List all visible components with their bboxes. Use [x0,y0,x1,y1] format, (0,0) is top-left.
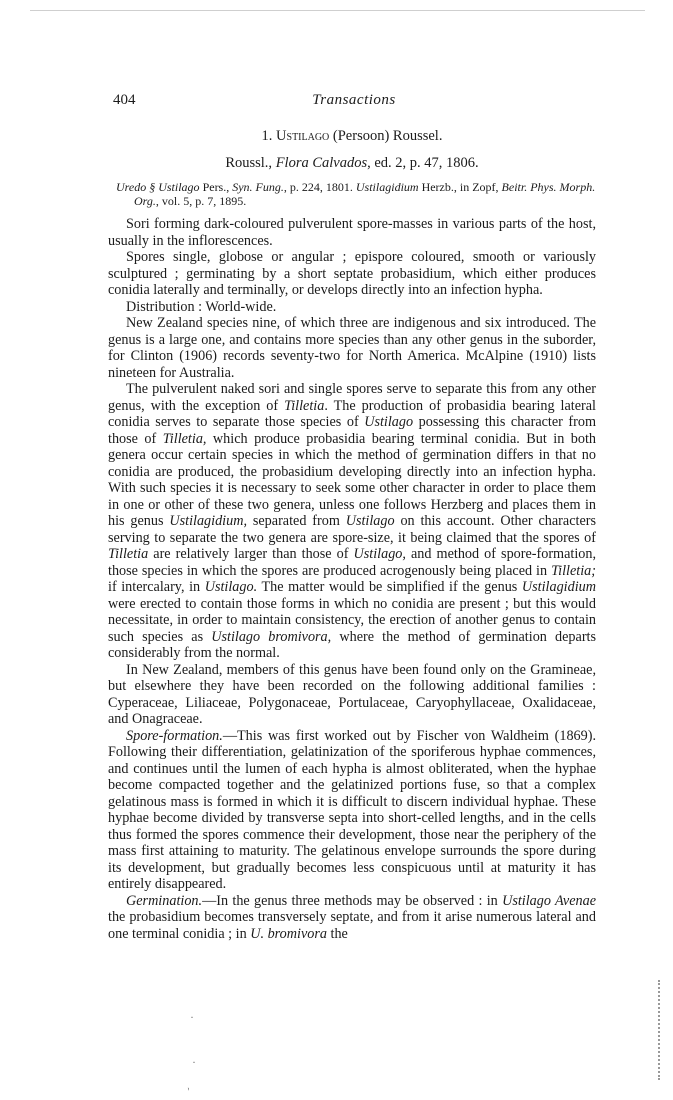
citation-work: Flora Calvados [275,155,368,171]
scan-edge-marks [658,980,663,1080]
page-header [113,92,595,114]
taxon-name: Ustilagidium [521,579,596,595]
paragraph-separation [108,381,596,662]
genus-heading [108,128,596,145]
taxon-name: Ustilagidium, [169,513,248,529]
text-run: the [326,925,348,942]
text-run: The pulverulent naked sori and single spores serve to separate this from any other genus, with the exception of [108,381,596,414]
genus-number: 1. [261,128,273,144]
text-run: which produce probasidia bearing terminal conidia. But in both genera occur certain species in which the method of germination differs in that no conidia are produced, the probasidium developing directly into an infection hypha. With such species it is necessary to seek some other character in order to place them in one or other of these two genera, unless one follows Herzberg and places them in his genus [108,430,596,529]
text-run: —This was first worked out by Fischer von Waldheim (1869). Following their differentiation, gelatinization of the sporiferous hyphae commences, and continues until the lumen of each hypha is almost obliterated, when the hyphae become compacted together and the gelatinized portions fuse, so that a complex gelatinous mass is formed in which it is difficult to discern individual hyphae. These hyphae become divided by transverse septa into short-celled lengths, and in the cells thus formed the spores commence their development, those near the periphery of the mass first attaining to maturity. The gelatinous envelope surrounds the spore during its development, but gradually becomes less conspicuous until at maturity it has entirely disappeared. [108,727,596,892]
text-run: and method of spore-formation, those species in which the spores are produced acrogenously being placed in [108,546,596,579]
paragraph-spore-formation [108,728,596,893]
text-run: are relatively larger than those of [148,546,354,562]
synonym-a-author: Pers., [199,180,233,194]
text-run: if intercalary, in [108,579,205,595]
taxon-name: Ustilago, [353,546,406,562]
synonym-b-author: Herzb., in Zopf, [418,180,502,194]
synonym-a: Uredo § Ustilago [116,180,200,194]
citation-ref: , ed. 2, p. 47, 1806. [367,155,479,171]
synonym-a-ref: , p. 224, 1801. [283,180,356,194]
text-run: possessing this character from those of [108,414,596,447]
taxon-name: Tilletia [284,397,325,414]
synonymy [116,180,596,208]
citation-author: Roussl., [225,155,276,171]
page-body [108,128,596,942]
paragraph-hosts: In New Zealand, members of this genus have been found only on the Gramineae, but elsewhere they have been recorded on the following additional families : Cyperaceae, Liliaceae, Polygonaceae, Portulaceae, Caryophyllaceae, Oxalidaceae, and Onagraceae. [108,661,596,727]
text-run: where the method of germination departs considerably from the normal. [108,628,597,661]
paragraph-distribution: Distribution : World-wide. [126,298,277,315]
taxon-name: Ustilago [345,513,395,529]
genus-authority: (Persoon) Roussel. [332,128,443,144]
taxon-name: Ustilago bromivora, [211,628,332,645]
text-run: —In the genus three methods may be observed : in [202,892,503,909]
text-run: the probasidium becomes transversely septate, and from it arise numerous lateral and one terminal conidia ; in [108,909,596,942]
taxon-name: U. bromivora [250,925,327,942]
taxon-name: Ustilago Avenae [502,892,596,909]
section-label: Spore-formation. [126,727,223,744]
text-run: separated from [247,513,346,529]
scan-speck: · [190,1010,194,1024]
synonym-b-work: Beitr. Phys. Morph. Org. [134,180,596,208]
genus-citation [108,155,596,172]
text-run: on this account. Other characters serving to separate the two genera are spore-size, it being claimed that the spores of [108,513,596,546]
taxon-name: Tilletia; [551,562,596,579]
scan-speck: ˎ [185,1078,199,1092]
paragraph-germination [108,893,596,943]
text-run: . The production of probasidia bearing lateral conidia serves to separate those species of [108,397,596,430]
genus-name: Ustilago [276,128,330,144]
synonym-b: Ustilagidium [355,180,419,194]
taxon-name: Tilletia, [162,430,207,447]
page-number: 404 [113,92,136,108]
section-label: Germination. [126,892,203,909]
top-rule [30,10,645,11]
scan-speck: · [192,1055,196,1069]
taxon-name: Ustilago. [204,579,258,595]
synonym-b-ref: , vol. 5, p. 7, 1895. [155,194,247,208]
taxon-name: Tilletia [108,546,149,562]
paragraph-sori: Sori forming dark-coloured pulverulent spore-masses in various parts of the host, usually in the inflorescences. [108,216,596,249]
paragraph-nz-species: New Zealand species nine, of which three are indigenous and six introduced. The genus is a large one, and contains more species than any other genus in the suborder, for Clinton (1906) records seventy-two for North America. McAlpine (1910) lists nineteen for Australia. [108,315,596,381]
text-run: were erected to contain those forms in which no conidia are present ; but this would necessitate, in order to maintain consistency, the erection of another genus to contain such species as [108,595,596,645]
paragraph-spores: Spores single, globose or angular ; epispore coloured, smooth or variously sculptured ; germinating by a short septate probasidium, which either produces conidia laterally and terminally, or develops directly into an infection hypha. [108,249,596,298]
synonym-a-work: Syn. Fung. [232,180,284,194]
taxon-name: Ustilago [364,414,414,430]
running-head: Transactions [312,92,396,108]
text-run: The matter would be simplified if the genus [257,579,522,595]
